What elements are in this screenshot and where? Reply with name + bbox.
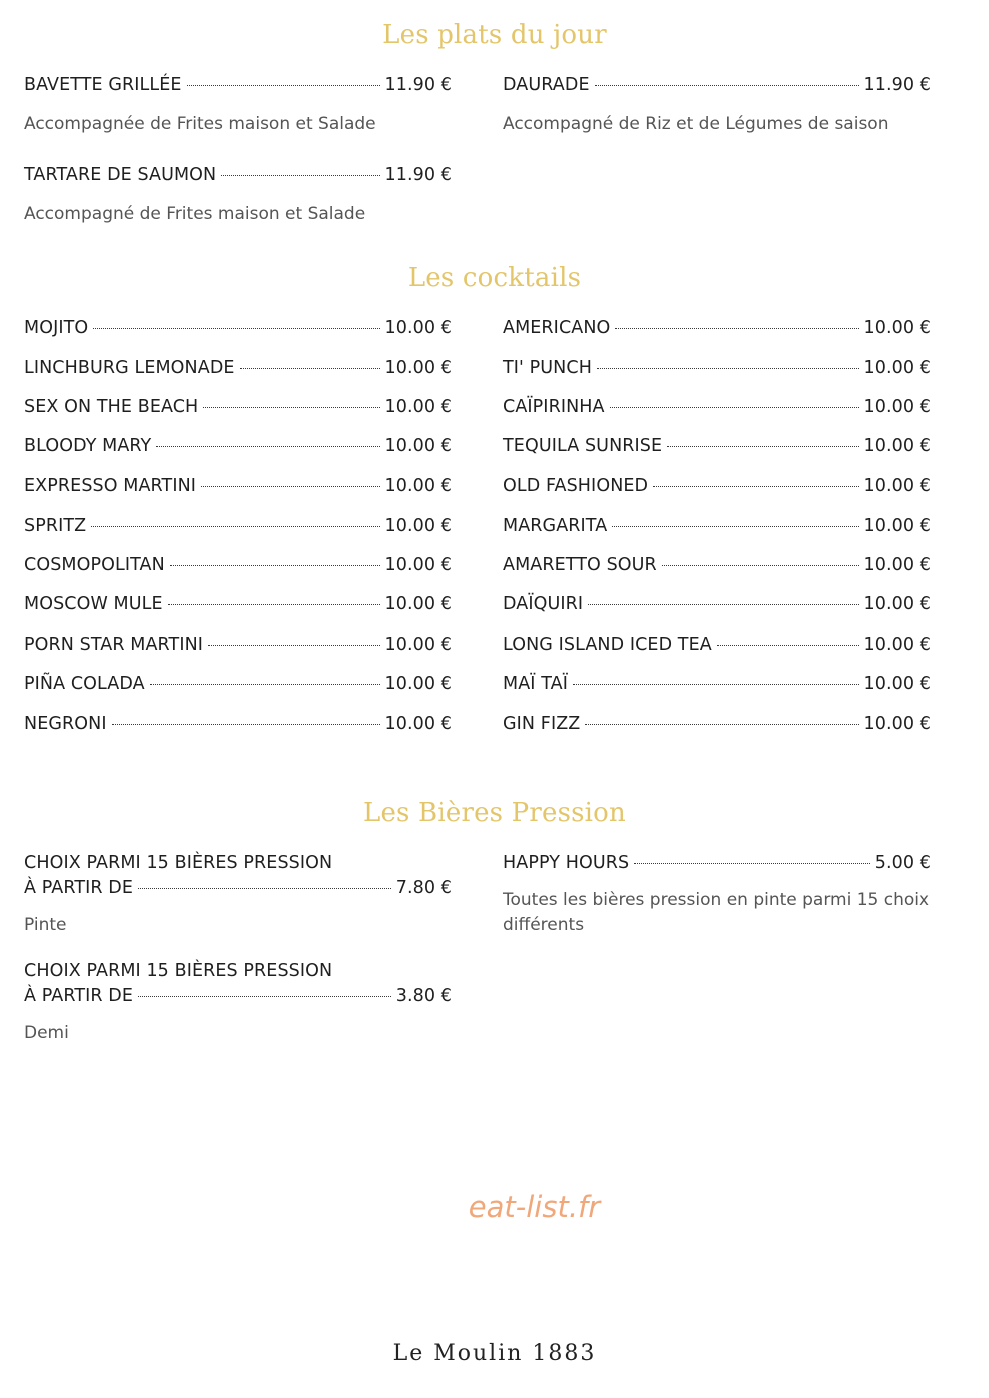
item-price: 10.00 € xyxy=(863,555,931,575)
item-description: Pinte xyxy=(24,915,67,935)
item-name: À PARTIR DE xyxy=(24,878,134,898)
item-name: BAVETTE GRILLÉE xyxy=(24,75,182,95)
dot-leader xyxy=(612,526,858,527)
menu-item xyxy=(503,634,931,656)
dot-leader xyxy=(208,645,379,646)
dot-leader xyxy=(597,368,859,369)
dot-leader xyxy=(588,604,858,605)
menu-item xyxy=(24,554,452,576)
dot-leader xyxy=(150,684,380,685)
item-price: 10.00 € xyxy=(863,714,931,734)
menu-item xyxy=(24,634,452,656)
menu-item xyxy=(503,554,931,576)
menu-item xyxy=(503,396,931,418)
item-name: PIÑA COLADA xyxy=(24,674,145,694)
item-name: LONG ISLAND ICED TEA xyxy=(503,635,712,655)
menu-item xyxy=(503,357,931,379)
dot-leader xyxy=(156,446,379,447)
item-price: 11.90 € xyxy=(863,75,931,95)
dot-leader xyxy=(170,565,380,566)
item-description: Toutes les bières pression en pinte parmi 15 choix différents xyxy=(503,890,930,935)
item-name: TI' PUNCH xyxy=(503,358,592,378)
dot-leader xyxy=(91,526,379,527)
item-name: COSMOPOLITAN xyxy=(24,555,165,575)
menu-item xyxy=(24,74,452,137)
menu-item xyxy=(503,852,931,938)
item-price: 10.00 € xyxy=(863,674,931,694)
dot-leader xyxy=(573,684,859,685)
item-price: 10.00 € xyxy=(384,436,452,456)
item-name: MOSCOW MULE xyxy=(24,594,163,614)
item-name: SPRITZ xyxy=(24,516,87,536)
section-title-cocktails: Les cocktails xyxy=(407,263,582,293)
item-name: DAÏQUIRI xyxy=(503,594,584,614)
menu-item xyxy=(503,74,931,137)
item-price: 10.00 € xyxy=(384,594,452,614)
menu-item xyxy=(503,317,931,339)
dot-leader xyxy=(653,486,858,487)
menu-item xyxy=(24,164,452,227)
dot-leader xyxy=(168,604,380,605)
item-name: LINCHBURG LEMONADE xyxy=(24,358,235,378)
item-name: MAÏ TAÏ xyxy=(503,674,568,694)
dot-leader xyxy=(585,724,858,725)
item-name: MOJITO xyxy=(24,318,89,338)
item-name: AMERICANO xyxy=(503,318,611,338)
item-name: PORN STAR MARTINI xyxy=(24,635,204,655)
menu-item xyxy=(24,357,452,379)
item-name: EXPRESSO MARTINI xyxy=(24,476,197,496)
item-price: 10.00 € xyxy=(384,635,452,655)
item-price: 10.00 € xyxy=(384,516,452,536)
item-name: NEGRONI xyxy=(24,714,107,734)
item-price: 10.00 € xyxy=(384,714,452,734)
item-name: SEX ON THE BEACH xyxy=(24,397,199,417)
dot-leader xyxy=(717,645,859,646)
item-price: 10.00 € xyxy=(863,635,931,655)
item-name: HAPPY HOURS xyxy=(503,853,630,873)
item-name: AMARETTO SOUR xyxy=(503,555,657,575)
menu-item xyxy=(24,475,452,497)
item-name-line: CHOIX PARMI 15 BIÈRES PRESSION xyxy=(24,961,333,981)
menu-item xyxy=(503,713,931,735)
dot-leader xyxy=(615,328,858,329)
dot-leader xyxy=(201,486,379,487)
dot-leader xyxy=(138,996,391,997)
item-price: 10.00 € xyxy=(384,476,452,496)
item-name: OLD FASHIONED xyxy=(503,476,649,496)
item-name: DAURADE xyxy=(503,75,590,95)
item-price: 3.80 € xyxy=(395,986,452,1006)
dot-leader xyxy=(187,85,380,86)
menu-item xyxy=(503,673,931,695)
item-name: GIN FIZZ xyxy=(503,714,581,734)
dot-leader xyxy=(240,368,380,369)
item-description: Accompagné de Riz et de Légumes de saison xyxy=(503,114,889,134)
item-price: 10.00 € xyxy=(863,358,931,378)
item-price: 10.00 € xyxy=(863,594,931,614)
dot-leader xyxy=(610,407,859,408)
item-name: TEQUILA SUNRISE xyxy=(503,436,663,456)
menu-item xyxy=(503,593,931,615)
dot-leader xyxy=(112,724,380,725)
watermark: eat-list.fr xyxy=(468,1190,601,1224)
item-price: 10.00 € xyxy=(384,358,452,378)
dot-leader xyxy=(667,446,858,447)
dot-leader xyxy=(138,888,391,889)
menu-item xyxy=(24,852,452,938)
dot-leader xyxy=(634,863,870,864)
item-name-line: CHOIX PARMI 15 BIÈRES PRESSION xyxy=(24,853,333,873)
section-title-bieres: Les Bières Pression xyxy=(362,798,626,828)
item-price: 10.00 € xyxy=(863,397,931,417)
item-price: 11.90 € xyxy=(384,165,452,185)
menu-item xyxy=(503,435,931,457)
menu-item xyxy=(24,673,452,695)
item-price: 10.00 € xyxy=(384,318,452,338)
menu-item xyxy=(24,317,452,339)
item-description: Accompagné de Frites maison et Salade xyxy=(24,204,366,224)
menu-item xyxy=(24,593,452,615)
dot-leader xyxy=(93,328,379,329)
item-price: 10.00 € xyxy=(863,436,931,456)
dot-leader xyxy=(662,565,859,566)
restaurant-logo: Le Moulin 1883 xyxy=(392,1341,597,1366)
item-price: 5.00 € xyxy=(874,853,931,873)
menu-item xyxy=(24,960,452,1046)
item-price: 10.00 € xyxy=(863,516,931,536)
item-price: 11.90 € xyxy=(384,75,452,95)
item-description: Accompagnée de Frites maison et Salade xyxy=(24,114,376,134)
item-price: 10.00 € xyxy=(384,397,452,417)
item-price: 10.00 € xyxy=(863,318,931,338)
dot-leader xyxy=(221,175,379,176)
dot-leader xyxy=(203,407,379,408)
section-title-plats: Les plats du jour xyxy=(382,20,607,50)
menu-item xyxy=(503,515,931,537)
dot-leader xyxy=(595,85,859,86)
menu-item xyxy=(24,515,452,537)
item-description: Demi xyxy=(24,1023,69,1043)
item-price: 10.00 € xyxy=(863,476,931,496)
menu-item xyxy=(24,713,452,735)
item-price: 7.80 € xyxy=(395,878,452,898)
item-price: 10.00 € xyxy=(384,555,452,575)
item-name: À PARTIR DE xyxy=(24,986,134,1006)
item-name: BLOODY MARY xyxy=(24,436,152,456)
menu-item xyxy=(24,435,452,457)
item-name: MARGARITA xyxy=(503,516,608,536)
item-price: 10.00 € xyxy=(384,674,452,694)
menu-item xyxy=(503,475,931,497)
item-name: CAÏPIRINHA xyxy=(503,397,605,417)
menu-item xyxy=(24,396,452,418)
item-name: TARTARE DE SAUMON xyxy=(24,165,217,185)
